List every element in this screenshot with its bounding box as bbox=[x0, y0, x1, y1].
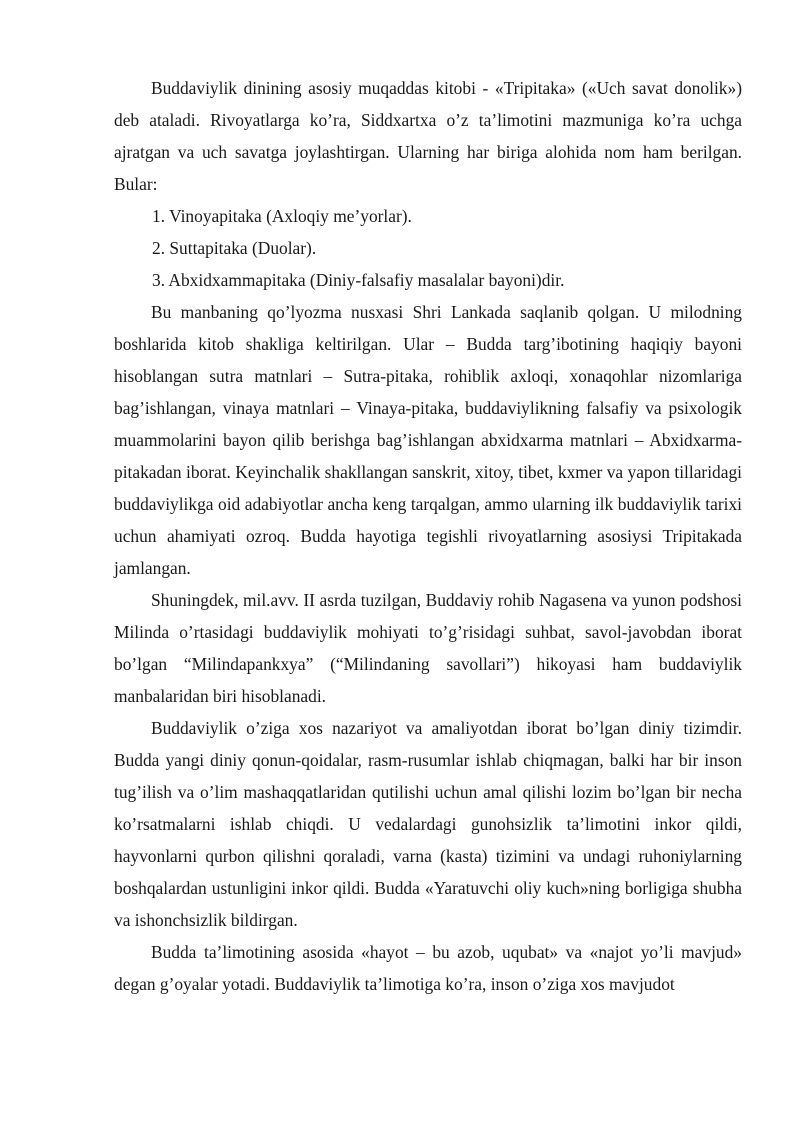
list-item-3: 3. Abxidxammapitaka (Diniy-falsafiy masalalar bayoni)dir. bbox=[152, 270, 565, 290]
document-page bbox=[114, 72, 742, 1000]
paragraph-intro: Buddaviylik dinining asosiy muqaddas kitobi - «Tripitaka» («Uch savat donolik») deb ataladi. Rivoyatlarga ko’ra, Siddxartxa o’z ta’limotini mazmuniga ko’ra uchga ajratgan va uch savatga joylashtirgan. Ularning har biriga alohida nom ham berilgan. Bular: bbox=[114, 78, 742, 194]
paragraph-teaching-basis: Budda ta’limotining asosida «hayot – bu azob, uqubat» va «najot yo’li mavjud» degan g’oyalar yotadi. Buddaviylik ta’limotiga ko’ra, inson o’ziga xos mavjudot bbox=[114, 942, 742, 994]
paragraph-milindapankxya: Shuningdek, mil.avv. II asrda tuzilgan, Buddaviy rohib Nagasena va yunon podshosi Milinda o’rtasidagi buddaviylik mohiyati to’g’risidagi suhbat, savol-javobdan iborat bo’lgan “Milindapankxya” (“Milindaning savollari”) hikoyasi ham buddaviylik manbalaridan biri hisoblanadi. bbox=[114, 590, 742, 706]
paragraph-religious-system: Buddaviylik o’ziga xos nazariyot va amaliyotdan iborat bo’lgan diniy tizimdir. Budda yangi diniy qonun-qoidalar, rasm-rusumlar ishlab chiqmagan, balki har bir inson tug’ilish va o’lim mashaqqatlaridan qutilishi uchun amal qilishi lozim bo’lgan bir necha ko’rsatmalarni ishlab chiqdi. U vedalardagi gunohsizlik ta’limotini inkor qildi, hayvonlarni qurbon qilishni qoraladi, varna (kasta) tizimini va undagi ruhoniylarning boshqalardan ustunligini inkor qildi. Budda «Yaratuvchi oliy kuch»ning borligiga shubha va ishonchsizlik bildirgan. bbox=[114, 718, 742, 930]
paragraph-manuscript: Bu manbaning qo’lyozma nusxasi Shri Lankada saqlanib qolgan. U milodning boshlarida kitob shakliga keltirilgan. Ular – Budda targ’ibotining haqiqiy bayoni hisoblangan sutra matnlari – Sutra-pitaka, rohiblik axloqi, xonaqohlar nizomlariga bag’ishlangan, vinaya matnlari – Vinaya-pitaka, buddaviylikning falsafiy va psixologik muammolarini bayon qilib berishga bag’ishlangan abxidxarma matnlari – Abxidxarma-pitakadan iborat. Keyinchalik shakllangan sanskrit, xitoy, tibet, kxmer va yapon tillaridagi buddaviylikga oid adabiyotlar ancha keng tarqalgan, ammo ularning ilk buddaviylik tarixi uchun ahamiyati ozroq. Budda hayotiga tegishli rivoyatlarning asosiysi Tripitakada jamlangan. bbox=[114, 302, 742, 578]
list-item-1: 1. Vinoyapitaka (Axloqiy me’yorlar). bbox=[152, 206, 412, 226]
list-item-2: 2. Suttapitaka (Duolar). bbox=[152, 238, 317, 258]
